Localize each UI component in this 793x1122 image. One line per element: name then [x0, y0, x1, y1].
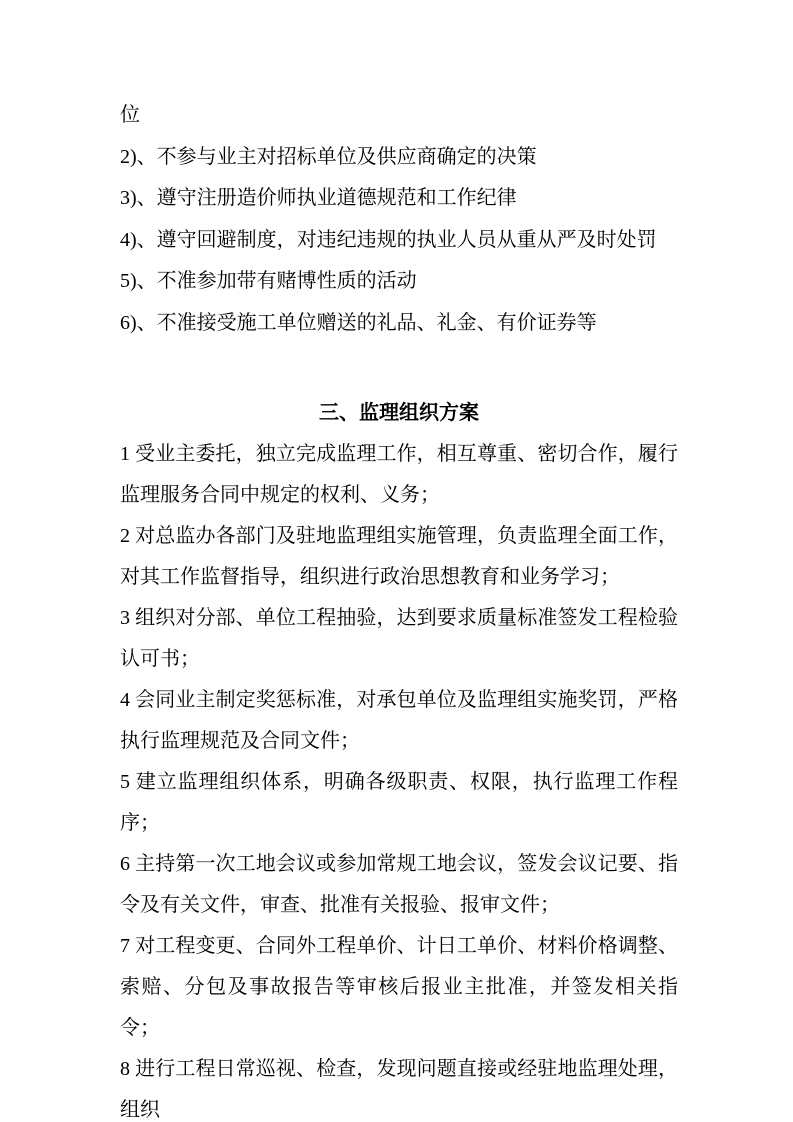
section-heading: 三、监理组织方案: [319, 402, 479, 424]
body-paragraph-7: 7 对工程变更、合同外工程单价、计日工单价、材料价格调整、索赔、分包及事故报告等审核后报业主批准，并签发相关指令；: [120, 935, 678, 1039]
body-paragraph-8: 8 进行工程日常巡视、检查，发现问题直接或经驻地监理处理，组织: [120, 1058, 678, 1121]
conduct-item-5: 5)、不准参加带有赌博性质的活动: [120, 270, 417, 292]
continuation-line: 位: [120, 104, 140, 126]
body-paragraph-5: 5 建立监理组织体系，明确各级职责、权限，执行监理工作程序；: [120, 771, 678, 834]
conduct-item-6: 6)、不准接受施工单位赠送的礼品、礼金、有价证券等: [120, 311, 597, 334]
body-paragraph-3: 3 组织对分部、单位工程抽验，达到要求质量标准签发工程检验认可书；: [120, 607, 678, 670]
body-paragraph-6: 6 主持第一次工地会议或参加常规工地会议，签发会议记要、指令及有关文件，审查、批准有关报验、报审文件；: [120, 853, 678, 916]
conduct-item-2: 2)、不参与业主对招标单位及供应商确定的决策: [120, 145, 537, 168]
conduct-item-3: 3)、遵守注册造价师执业道德规范和工作纪律: [120, 187, 517, 209]
body-paragraph-2: 2 对总监办各部门及驻地监理组实施管理，负责监理全面工作，对其工作监督指导，组织进行政治思想教育和业务学习；: [120, 525, 678, 588]
body-paragraph-4: 4 会同业主制定奖惩标准，对承包单位及监理组实施奖罚，严格执行监理规范及合同文件；: [120, 689, 678, 752]
document-content: [120, 95, 678, 1122]
body-paragraph-1: 1 受业主委托，独立完成监理工作，相互尊重、密切合作，履行监理服务合同中规定的权利、义务；: [120, 443, 678, 506]
conduct-item-4: 4)、遵守回避制度，对违纪违规的执业人员从重从严及时处罚: [120, 228, 657, 251]
